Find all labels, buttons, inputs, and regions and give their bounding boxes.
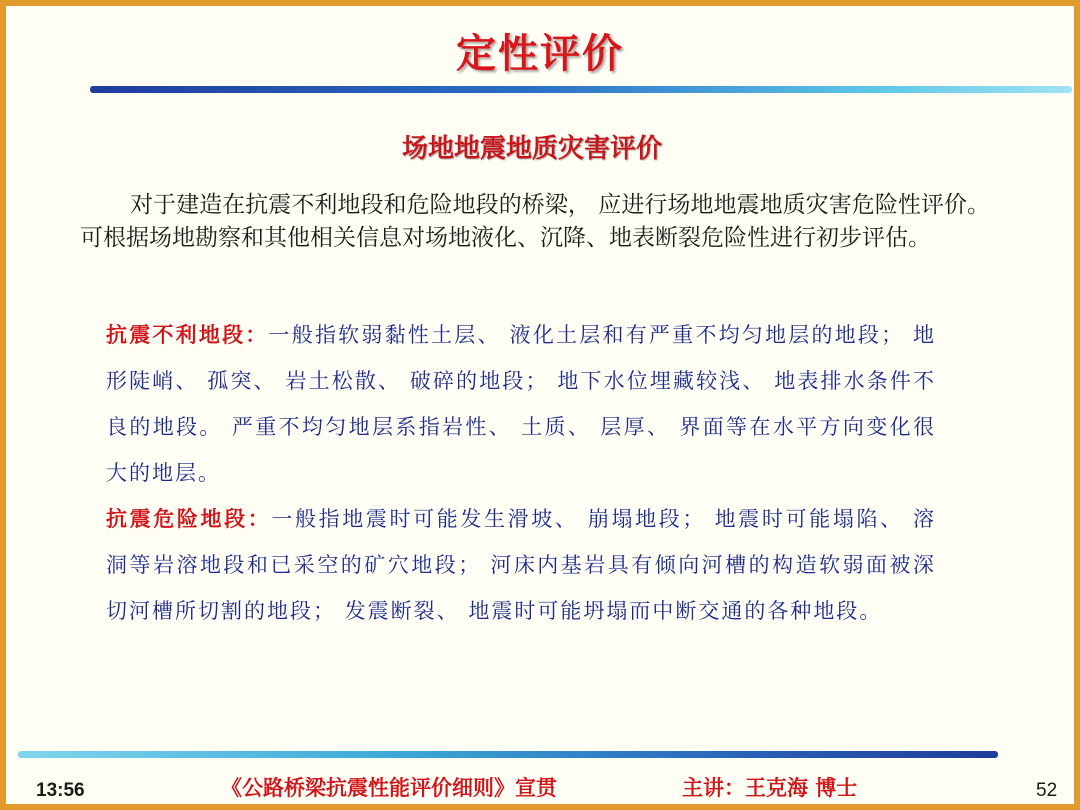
definition-term: 抗震不利地段：	[106, 322, 269, 347]
intro-paragraph: 对于建造在抗震不利地段和危险地段的桥梁， 应进行场地地震地质灾害危险性评价。可根据场地勘察和其他相关信息对场地液化、沉降、地表断裂危险性进行初步评估。	[80, 192, 990, 251]
footer-time: 13:56	[36, 780, 85, 801]
slide-title: 定性评价	[456, 31, 624, 77]
definition-term: 抗震危险地段：	[106, 506, 272, 531]
definition-dangerous	[106, 496, 936, 634]
definition-text: 一般指软弱黏性土层、 液化土层和有严重不均匀地层的地段； 地形陡峭、 孤突、 岩土松散、 破碎的地段； 地下水位埋藏较浅、 地表排水条件不良的地段。 严重不均匀地层系指岩性、 土质、 层厚、 界面等在水平方向变化很大的地层。	[106, 323, 936, 485]
definitions-block	[106, 312, 936, 634]
footer-course-title: 《公路桥梁抗震性能评价细则》宣贯	[221, 776, 557, 800]
footer-divider	[18, 751, 998, 758]
title-underline	[90, 86, 1072, 93]
section-subtitle: 场地地震地质灾害评价	[401, 134, 662, 164]
footer-lecturer: 主讲：王克海 博士	[682, 776, 858, 800]
page-number: 52	[1036, 780, 1058, 801]
definition-text: 一般指地震时可能发生滑坡、 崩塌地段； 地震时可能塌陷、 溶洞等岩溶地段和已采空的矿穴地段； 河床内基岩具有倾向河槽的构造软弱面被深切河槽所切割的地段； 发震断裂、 地震时可能坍塌而中断交通的各种地段。	[106, 507, 937, 623]
definition-unfavorable	[106, 312, 936, 496]
